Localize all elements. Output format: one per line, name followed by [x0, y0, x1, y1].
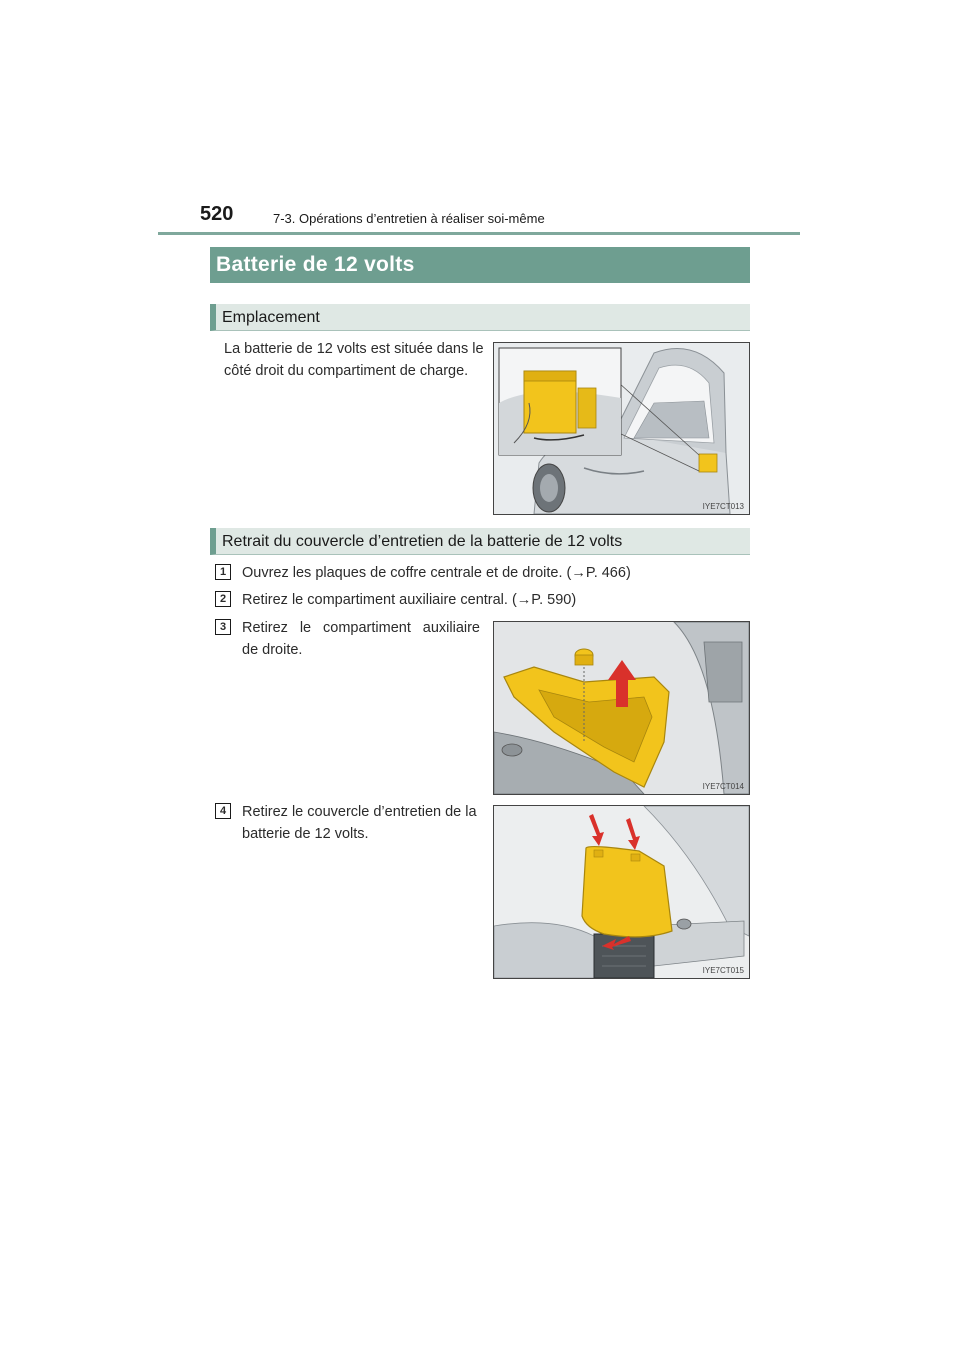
battery-location-illustration — [493, 342, 750, 515]
step-4-number: 4 — [215, 803, 231, 819]
step-3-text-line2: de droite. — [242, 642, 303, 658]
step-1-number: 1 — [215, 564, 231, 580]
figure-code-015: IYE7CT015 — [702, 966, 744, 975]
figure-code-013: IYE7CT013 — [702, 502, 744, 511]
step-2-number: 2 — [215, 591, 231, 607]
page-number: 520 — [200, 203, 234, 225]
step-3-text-line1: Retirez le compartiment auxiliaire — [242, 620, 480, 636]
section-breadcrumb: 7-3. Opérations d’entretien à réaliser soi-même — [273, 211, 545, 226]
location-heading: Emplacement — [210, 304, 750, 331]
step-4-text-line1: Retirez le couvercle d’entretien de la — [242, 804, 477, 820]
step-2-text: Retirez le compartiment auxiliaire central. (→P. 590) — [242, 592, 577, 608]
header-divider — [158, 232, 800, 235]
figure-code-014: IYE7CT014 — [702, 782, 744, 791]
step-1-text: Ouvrez les plaques de coffre centrale et de droite. (→P. 466) — [242, 565, 631, 581]
page-title: Batterie de 12 volts — [210, 247, 750, 283]
removal-heading: Retrait du couvercle d’entretien de la batterie de 12 volts — [210, 528, 750, 555]
location-text-line2: côté droit du compartiment de charge. — [224, 363, 469, 379]
step-4-text-line2: batterie de 12 volts. — [242, 826, 369, 842]
aux-compartment-illustration — [493, 621, 750, 795]
battery-cover-illustration — [493, 805, 750, 979]
location-text-line1: La batterie de 12 volts est située dans le — [224, 341, 484, 357]
step-3-number: 3 — [215, 619, 231, 635]
